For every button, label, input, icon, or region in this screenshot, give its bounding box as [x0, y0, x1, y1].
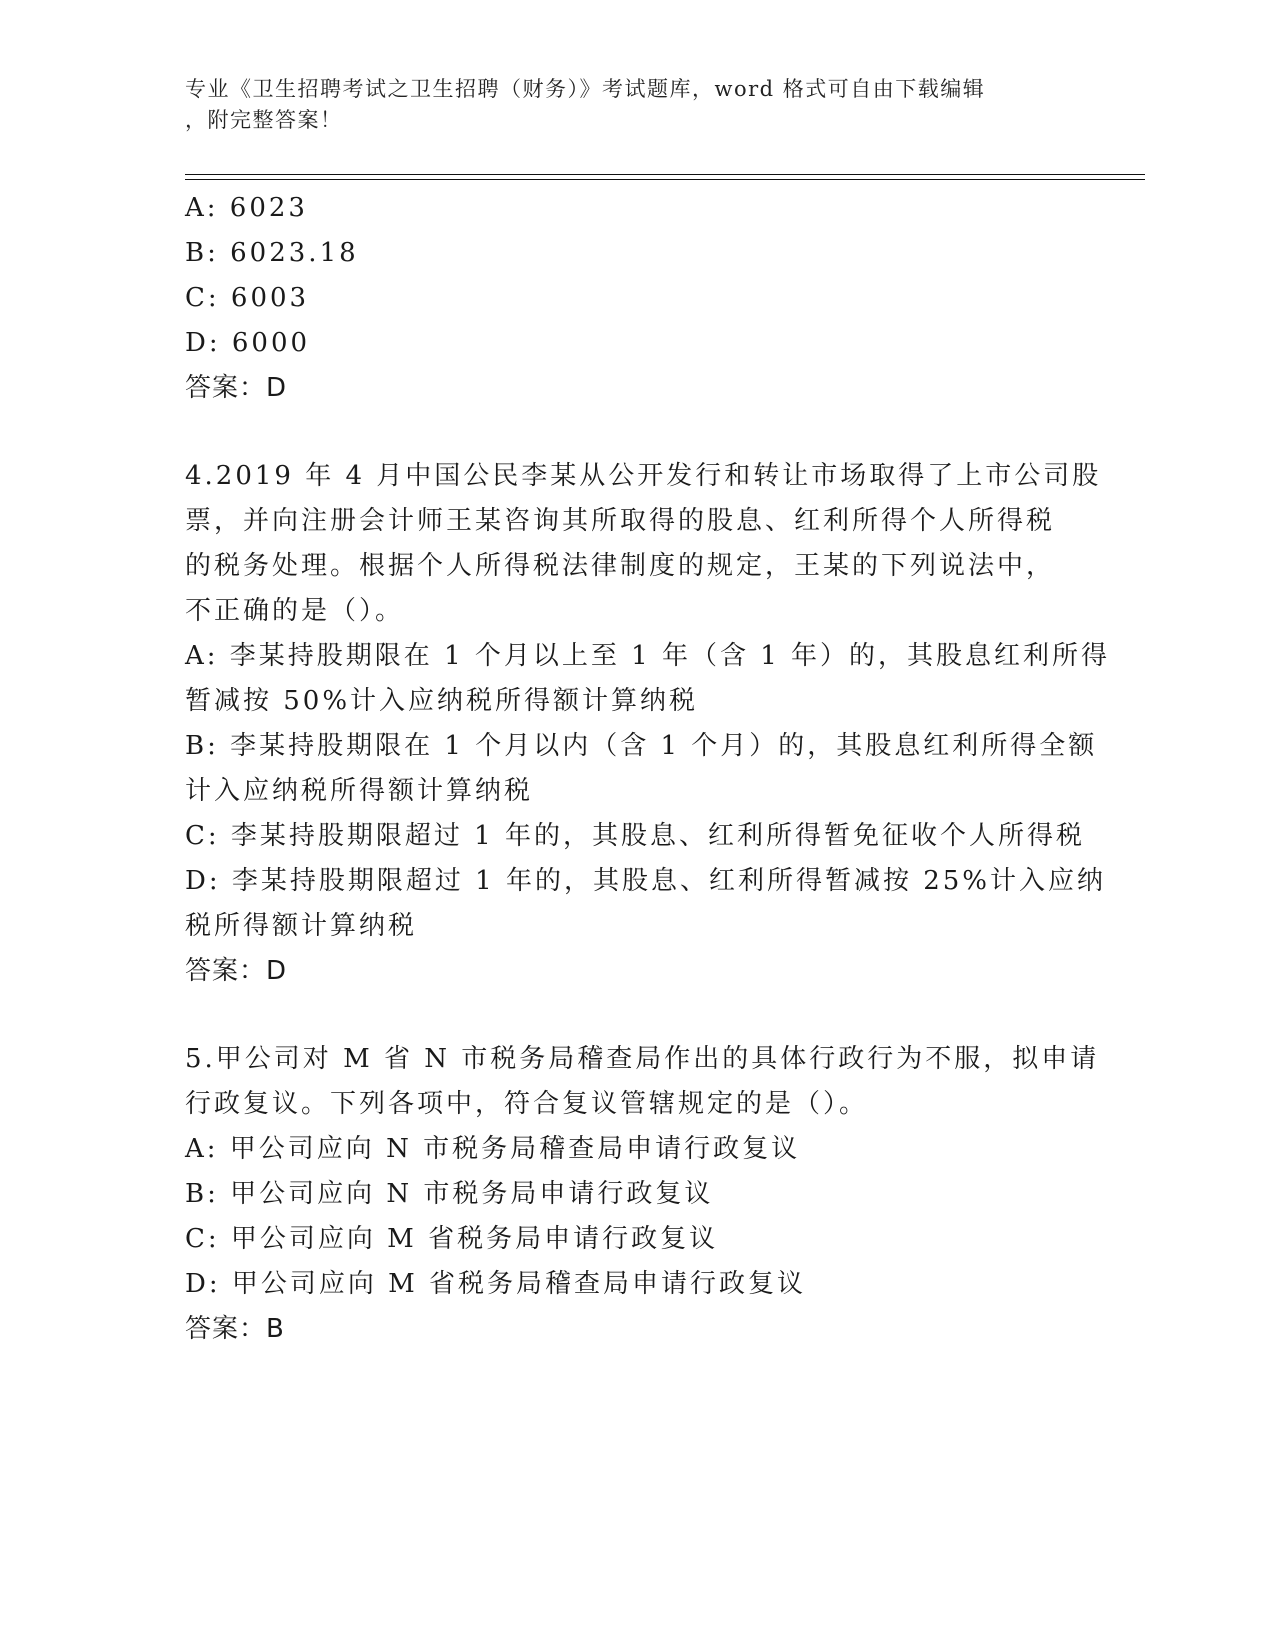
question-4-stem-line: 的税务处理。根据个人所得税法律制度的规定，王某的下列说法中，	[185, 551, 1056, 581]
header-line-2: ，附完整答案！	[185, 108, 343, 132]
header-divider-top	[185, 174, 1145, 175]
question-5-stem-line: 行政复议。下列各项中，符合复议管辖规定的是（）。	[185, 1089, 869, 1119]
spacer	[185, 994, 1075, 1037]
question-5-option-b: B: 甲公司应向 N 市税务局申请行政复议	[185, 1179, 714, 1209]
question-3-option-d: D: 6000	[185, 328, 311, 358]
question-5-option-a: A: 甲公司应向 N 市税务局稽查局申请行政复议	[185, 1134, 801, 1164]
question-5-stem-line: 5.甲公司对 M 省 N 市税务局稽查局作出的具体行政行为不服，拟申请	[185, 1044, 1100, 1074]
question-5-option-c: C: 甲公司应向 M 省税务局申请行政复议	[185, 1224, 719, 1254]
question-4-block	[185, 454, 1111, 994]
question-5-option-d: D: 甲公司应向 M 省税务局稽查局申请行政复议	[185, 1269, 807, 1299]
question-3-answer: 答案：D	[185, 373, 288, 403]
question-4-answer: 答案：D	[185, 956, 288, 986]
question-4-option-line: 税所得额计算纳税	[185, 911, 418, 941]
question-5-block	[185, 1037, 1100, 1352]
question-4-stem-line: 不正确的是（）。	[185, 596, 405, 626]
question-3-block	[185, 186, 1075, 411]
question-5-answer: 答案：B	[185, 1314, 285, 1344]
question-4-option-line: C: 李某持股期限超过 1 年的，其股息、红利所得暂免征收个人所得税	[185, 821, 1085, 851]
question-content	[185, 186, 1111, 1352]
header-divider-bottom	[185, 179, 1145, 180]
question-4-option-line: 暂减按 50%计入应纳税所得额计算纳税	[185, 686, 699, 716]
question-3-option-a: A: 6023	[185, 193, 308, 223]
question-4-option-line: B: 李某持股期限在 1 个月以内（含 1 个月）的，其股息红利所得全额	[185, 731, 1098, 761]
question-4-stem-line: 票，并向注册会计师王某咨询其所取得的股息、红利所得个人所得税	[185, 506, 1056, 536]
spacer	[185, 411, 1075, 454]
question-3-option-b: B: 6023.18	[185, 238, 359, 268]
question-4-option-line: A: 李某持股期限在 1 个月以上至 1 年（含 1 年）的，其股息红利所得	[185, 641, 1111, 671]
document-header	[185, 74, 1065, 136]
question-4-stem-line: 4.2019 年 4 月中国公民李某从公开发行和转让市场取得了上市公司股	[185, 461, 1102, 491]
question-3-option-c: C: 6003	[185, 283, 310, 313]
question-4-option-line: D: 李某持股期限超过 1 年的，其股息、红利所得暂减按 25%计入应纳	[185, 866, 1106, 896]
question-4-option-line: 计入应纳税所得额计算纳税	[185, 776, 534, 806]
header-line-1: 专业《卫生招聘考试之卫生招聘（财务）》考试题库，word 格式可自由下载编辑	[185, 77, 986, 101]
